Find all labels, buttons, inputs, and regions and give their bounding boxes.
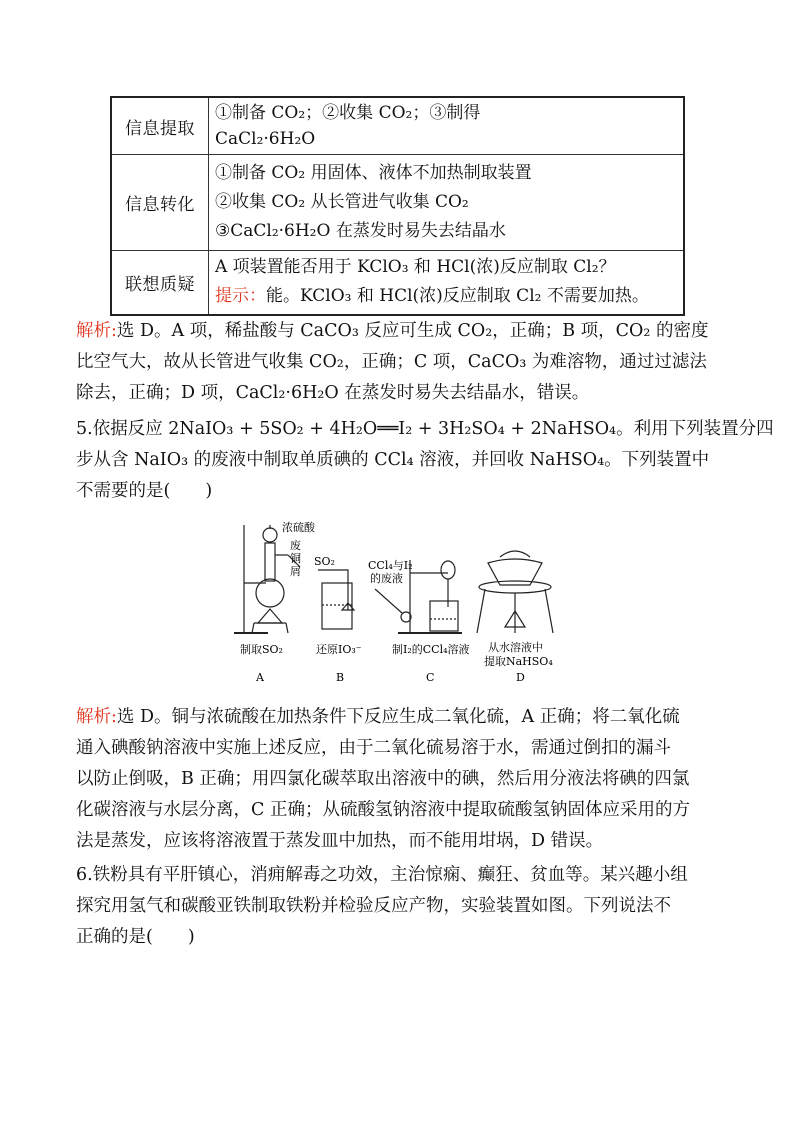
label-waste-copper-1: 废	[290, 539, 301, 552]
label-conc-acid: 浓硫酸	[282, 521, 315, 534]
letter-a: A	[256, 671, 264, 684]
row-label: 信息提取	[111, 97, 209, 155]
letter-c: C	[426, 671, 435, 684]
caption-b: 还原IO₃⁻	[316, 643, 362, 656]
content-line: ②收集 CO₂ 从长管进气收集 CO₂	[215, 192, 469, 212]
analysis-label: 解析:	[76, 707, 117, 727]
caption-a: 制取SO₂	[240, 643, 283, 656]
row-content	[209, 97, 685, 155]
hint-text: 能。KClO₃ 和 HCl(浓)反应制取 Cl₂ 不需要加热。	[266, 286, 649, 307]
analysis-2: 解析:选 D。铜与浓硫酸在加热条件下反应生成二氧化硫，A 正确；将二氧化硫 通入碘酸钠溶液中实施上述反应，由于二氧化硫易溶于水，需通过倒扣的漏斗 以防止倒吸，B 正确；用四氯化碳萃取出溶液中的碘，然后用分液法将碘的四氯 化碳溶液与水层分离，C 正确；从硫酸氢钠溶液中提取硫酸氢钠固体应采用的方 法是蒸发，应该将溶液置于蒸发皿中加热，而不能用坩埚，D 错误。	[76, 707, 690, 851]
letter-d: D	[516, 671, 525, 684]
content-line: CaCl₂·6H₂O	[215, 129, 316, 149]
content-line: ③CaCl₂·6H₂O 在蒸发时易失去结晶水	[215, 221, 506, 241]
question-6: 6.铁粉具有平肝镇心，消痈解毒之功效，主治惊痫、癫狂、贫血等。某兴趣小组 探究用氢气和碳酸亚铁制取铁粉并检验反应产物，实验装置如图。下列说法不 正确的是( )	[76, 865, 688, 947]
label-waste-copper-2: 铜	[290, 552, 301, 565]
label-waste-copper-3: 屑	[290, 565, 301, 578]
row-content	[209, 251, 685, 315]
label-waste-liquid: 的废液	[370, 572, 403, 585]
analysis-1: 解析:选 D。A 项，稀盐酸与 CaCO₃ 反应可生成 CO₂，正确；B 项，CO₂ 的密度 比空气大，故从长管进气收集 CO₂，正确；C 项，CaCO₃ 为难溶物，通过过滤法 除去，正确；D 项，CaCl₂·6H₂O 在蒸发时易失去结晶水，错误。	[76, 321, 709, 403]
table-row	[111, 251, 684, 315]
caption-d-1: 从水溶液中	[488, 641, 543, 654]
analysis-label: 解析:	[76, 321, 117, 341]
row-content	[209, 155, 685, 251]
info-table	[110, 96, 685, 316]
apparatus-figure	[230, 515, 560, 690]
caption-c: 制I₂的CCl₄溶液	[392, 643, 470, 656]
row-label: 信息转化	[111, 155, 209, 251]
letter-b: B	[336, 671, 345, 684]
label-ccl4-i2: CCl₄与I₂	[368, 559, 413, 572]
content-line: A 项装置能否用于 KClO₃ 和 HCl(浓)反应制取 Cl₂？	[215, 257, 616, 278]
apparatus-svg	[230, 515, 560, 690]
hint-label: 提示：	[215, 286, 266, 307]
caption-d-2: 提取NaHSO₄	[484, 655, 553, 668]
hint-line	[215, 282, 677, 311]
label-so2: SO₂	[314, 555, 335, 568]
table-row	[111, 155, 684, 251]
table-row	[111, 97, 684, 155]
row-label: 联想质疑	[111, 251, 209, 315]
question-5: 5.依据反应 2NaIO₃ + 5SO₂ + 4H₂O══I₂ + 3H₂SO₄ + 2NaHSO₄。利用下列装置分四 步从含 NaIO₃ 的废液中制取单质碘的 CCl₄ 溶液，并回收 NaHSO₄。下列装置中 不需要的是( )	[76, 419, 774, 501]
content-line: ①制备 CO₂；②收集 CO₂；③制得	[215, 103, 481, 123]
content-line: ①制备 CO₂ 用固体、液体不加热制取装置	[215, 163, 532, 183]
